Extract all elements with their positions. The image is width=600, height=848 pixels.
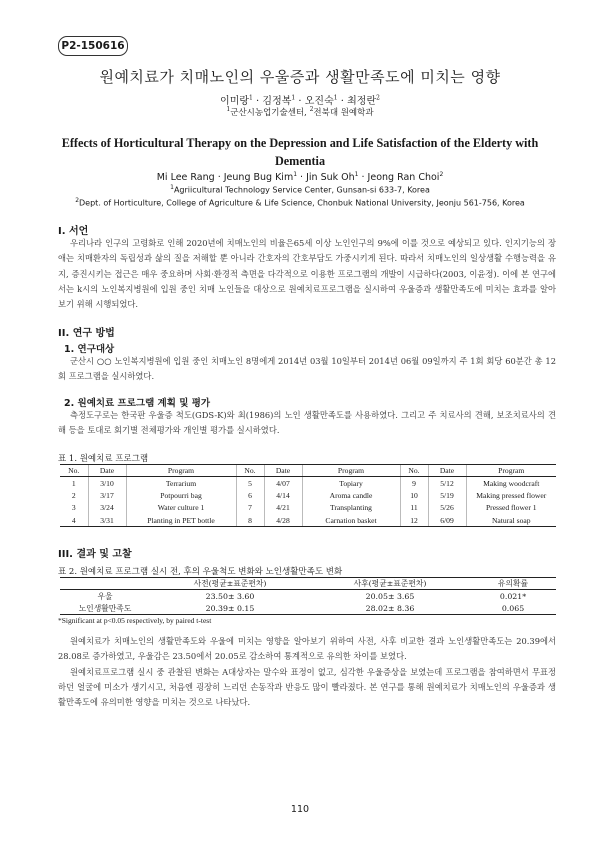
- table1-cell: 4/28: [264, 514, 302, 527]
- table1-header-cell: Program: [126, 465, 236, 477]
- table2-cell: 우울: [97, 591, 113, 601]
- table2-header-cell: 사전(평균±표준편차): [150, 578, 310, 590]
- english-authors: Mi Lee Rang · Jeung Bug Kim$^1$ · Jin Suk $Oh^1$ · Jeong Ran Choi$^2$: [156, 171, 444, 184]
- table1-cell: 5/26: [428, 502, 466, 515]
- table1-cell: 5: [236, 477, 264, 490]
- table1-cell: 11: [400, 502, 428, 515]
- table1-cell: 3/31: [88, 514, 126, 527]
- author-name: Jeong Ran Choi: [367, 172, 440, 184]
- table-row: [60, 477, 556, 490]
- author-name: 이미랑: [220, 96, 250, 107]
- affil-mark: 2: [75, 197, 80, 204]
- english-affiliation-1: [40, 184, 560, 195]
- affil-mark: 2: [309, 106, 314, 114]
- korean-authors: 이미랑$^1$ · 김정복$^1$ · 오진숙$^1$ · 최정란$^2$: [220, 94, 380, 107]
- table-row: [60, 502, 556, 515]
- table1-cell: Aroma candle: [302, 489, 400, 502]
- table2-cell: 노인생활만족도: [60, 602, 150, 615]
- table1-cell: 4/21: [264, 502, 302, 515]
- author-name: Mi Lee Rang: [156, 172, 215, 184]
- table1-header-cell: Date: [264, 465, 302, 477]
- affil-mark: 1: [170, 184, 174, 191]
- table1-cell: 3/17: [88, 489, 126, 502]
- author-name: Jin Suk Oh: [306, 172, 355, 184]
- table1-header-cell: No.: [60, 465, 88, 477]
- methods-sub2-heading: 2. 원예치료 프로그램 계획 및 평가: [64, 398, 211, 409]
- affil-text: 군산시농업기술센터,: [230, 108, 310, 118]
- table2-cell: 20.05± 3.65: [365, 591, 415, 601]
- table1-cell: Water culture 1: [126, 502, 236, 515]
- affil-text: Dept. of Horticulture, College of Agriculture & Life Science, Chonbuk National University, Jeonju 561-756, Korea: [79, 198, 525, 208]
- methods-heading: II. 연구 방법: [58, 328, 115, 339]
- author-affil-mark: 1: [249, 94, 253, 102]
- results-paragraph-1: 원예치료가 치매노인의 생활만족도와 우울에 미치는 영향을 알아보기 위하여 사전, 사후 비교한 결과 노인생활만족도는 20.39에서 28.08로 증가하였고, 우울감은 23.50에서 20.05로 감소하여 통계적으로 유의한 차이를 보였다.: [58, 636, 556, 662]
- table2-cell: 20.39± 0.15: [150, 602, 310, 615]
- methods-sub1-body: 군산시 ○○ 노인복지병원에 입원 중인 치매노인 8명에게 2014년 03월 10일부터 2014년 06월 09일까지 주 1회 회당 60분간 총 12회 프로그램을 실시하였다.: [58, 356, 556, 382]
- table1-cell: Natural soap: [466, 514, 556, 527]
- table1-header-cell: No.: [400, 465, 428, 477]
- table1-cell: Making pressed flower: [466, 489, 556, 502]
- table1-header-cell: Program: [466, 465, 556, 477]
- table1-cell: Potpourri bag: [126, 489, 236, 502]
- korean-title: 원예치료가 치매노인의 우울증과 생활만족도에 미치는 영향: [99, 68, 501, 86]
- table1-cell: 1: [71, 478, 76, 488]
- author-name: 오진숙: [304, 96, 334, 107]
- program-table: [60, 464, 556, 527]
- table1-cell: 5/19: [428, 489, 466, 502]
- author-name: 최정란: [347, 96, 377, 107]
- table1-cell: 9: [400, 477, 428, 490]
- table1-cell: 3/10: [88, 477, 126, 490]
- table1-cell: 2: [71, 490, 76, 500]
- table1-caption: 표 1. 원예치료 프로그램: [58, 454, 149, 464]
- english-title: Effects of Horticultural Therapy on the Depression and Life Satisfaction of the Elderty with Dementia: [61, 136, 539, 168]
- table1-cell: Making woodcraft: [466, 477, 556, 490]
- table-row: [60, 602, 556, 615]
- table1-cell: 3: [71, 503, 76, 513]
- author-affil-mark: 1: [291, 94, 296, 102]
- table2-cell: 0.065: [470, 602, 556, 615]
- author-affil-mark: 1: [333, 94, 338, 102]
- author-affil-mark: 2: [439, 171, 444, 178]
- table2-cell: 28.02± 8.36: [310, 602, 470, 615]
- table2-header-cell: 사후(평균±표준편차): [310, 578, 470, 590]
- author-affil-mark: 1: [293, 171, 298, 178]
- korean-affiliations: [40, 106, 560, 118]
- affil-mark: 1: [226, 106, 231, 114]
- author-affil-mark: 1: [354, 171, 359, 178]
- methods-sub1-heading: 1. 연구대상: [64, 344, 115, 355]
- author-name: 김정복: [262, 96, 292, 107]
- table1-cell: Pressed flower 1: [466, 502, 556, 515]
- table1-header-cell: Program: [302, 465, 400, 477]
- table1-cell: 6: [236, 489, 264, 502]
- table-row: [60, 514, 556, 527]
- affil-text: 전북대 원예학과: [313, 108, 374, 118]
- table1-cell: Carnation basket: [302, 514, 400, 527]
- table-row: [60, 590, 556, 603]
- table1-cell: 10: [400, 489, 428, 502]
- table2-cell: 0.021*: [499, 591, 527, 601]
- table-footnote: *Significant at p<0.05 respectively, by paired t-test: [58, 616, 212, 625]
- table2-header-cell: 유의확률: [470, 578, 556, 590]
- page-number: 110: [290, 804, 310, 815]
- results-body: [58, 634, 556, 710]
- intro-body: 우리나라 인구의 고령화로 인해 2020년에 치매노인의 비율은65세 이상 노인인구의 9%에 이를 것으로 예상되고 있다. 인지기능의 장애는 치매환자의 독립성과 삶의 질을 저해할 뿐 아니라 간호자의 간호부담도 가중시키게 된다. 따라서 치매노인의 일상생활 수행능력을 유지, 증진시키는 접근은 매우 중요하며 사회·환경적 측면을 다각적으로 이용한 프로그램의 개발이 시급하다(2003, 이윤정). 이에 본 연구에서는 k시의 노인복지병원에 입원 중인 치매 노인들을 대상으로 원예치료프로그램을 실시하여 우울증과 생활만족도에 미치는 효과를 알아보기 위해 시행되었다.: [58, 238, 556, 310]
- methods-sub2-body: 측정도구로는 한국판 우울증 척도(GDS-K)와 최(1986)의 노인 생활만족도를 사용하였다. 그리고 주 치료사의 견해, 보조치료사의 견해 등을 토대로 회기별 전체평가와 개인별 평가를 실시하였다.: [58, 410, 556, 436]
- table1-cell: Planting in PET bottle: [126, 514, 236, 527]
- table1-cell: Terrarium: [126, 477, 236, 490]
- table1-header-cell: Date: [88, 465, 126, 477]
- intro-heading: I. 서언: [58, 226, 89, 237]
- table1-cell: Topiary: [302, 477, 400, 490]
- english-affiliation-2: [40, 197, 560, 208]
- table2-cell: 23.50± 3.60: [205, 591, 255, 601]
- table1-cell: Transplanting: [302, 502, 400, 515]
- table1-cell: 4/07: [264, 477, 302, 490]
- table1-header-cell: Date: [428, 465, 466, 477]
- affil-text: Agriicultural Technology Service Center, Gunsan-si 633-7, Korea: [173, 185, 430, 195]
- author-affil-mark: 2: [376, 94, 380, 102]
- table-row: [60, 489, 556, 502]
- abstract-code-badge: P2-150616: [58, 36, 128, 56]
- table1-cell: 5/12: [428, 477, 466, 490]
- table1-cell: 7: [236, 502, 264, 515]
- table2-caption: 표 2. 원예치료 프로그램 실시 전, 후의 우울척도 변화와 노인생활만족도 변화: [58, 567, 343, 577]
- score-change-table: [60, 577, 556, 615]
- table1-cell: 12: [400, 514, 428, 527]
- table1-cell: 8: [236, 514, 264, 527]
- table1-cell: 6/09: [428, 514, 466, 527]
- table1-cell: 3/24: [88, 502, 126, 515]
- author-name: Jeung Bug Kim: [223, 172, 294, 184]
- table1-cell: 4/14: [264, 489, 302, 502]
- results-heading: III. 결과 및 고찰: [58, 549, 132, 560]
- table2-header-cell: [60, 578, 150, 590]
- results-paragraph-2: 원예치료프로그램 실시 중 관찰된 변화는 A대상자는 말수와 표정이 없고, 심각한 우울증상을 보였는데 프로그램을 참여하면서 무표정하던 얼굴에 미소가 생기시고, 처음엔 굉장히 느리던 손동작과 반응도 많이 빨라졌다. 본 연구를 통해 원예치료가 치매노인의 우울증과 생활만족도에 유의미한 영향을 미치는 것으로 나타났다.: [58, 666, 556, 708]
- table1-header-cell: No.: [236, 465, 264, 477]
- table1-cell: 4: [60, 514, 88, 527]
